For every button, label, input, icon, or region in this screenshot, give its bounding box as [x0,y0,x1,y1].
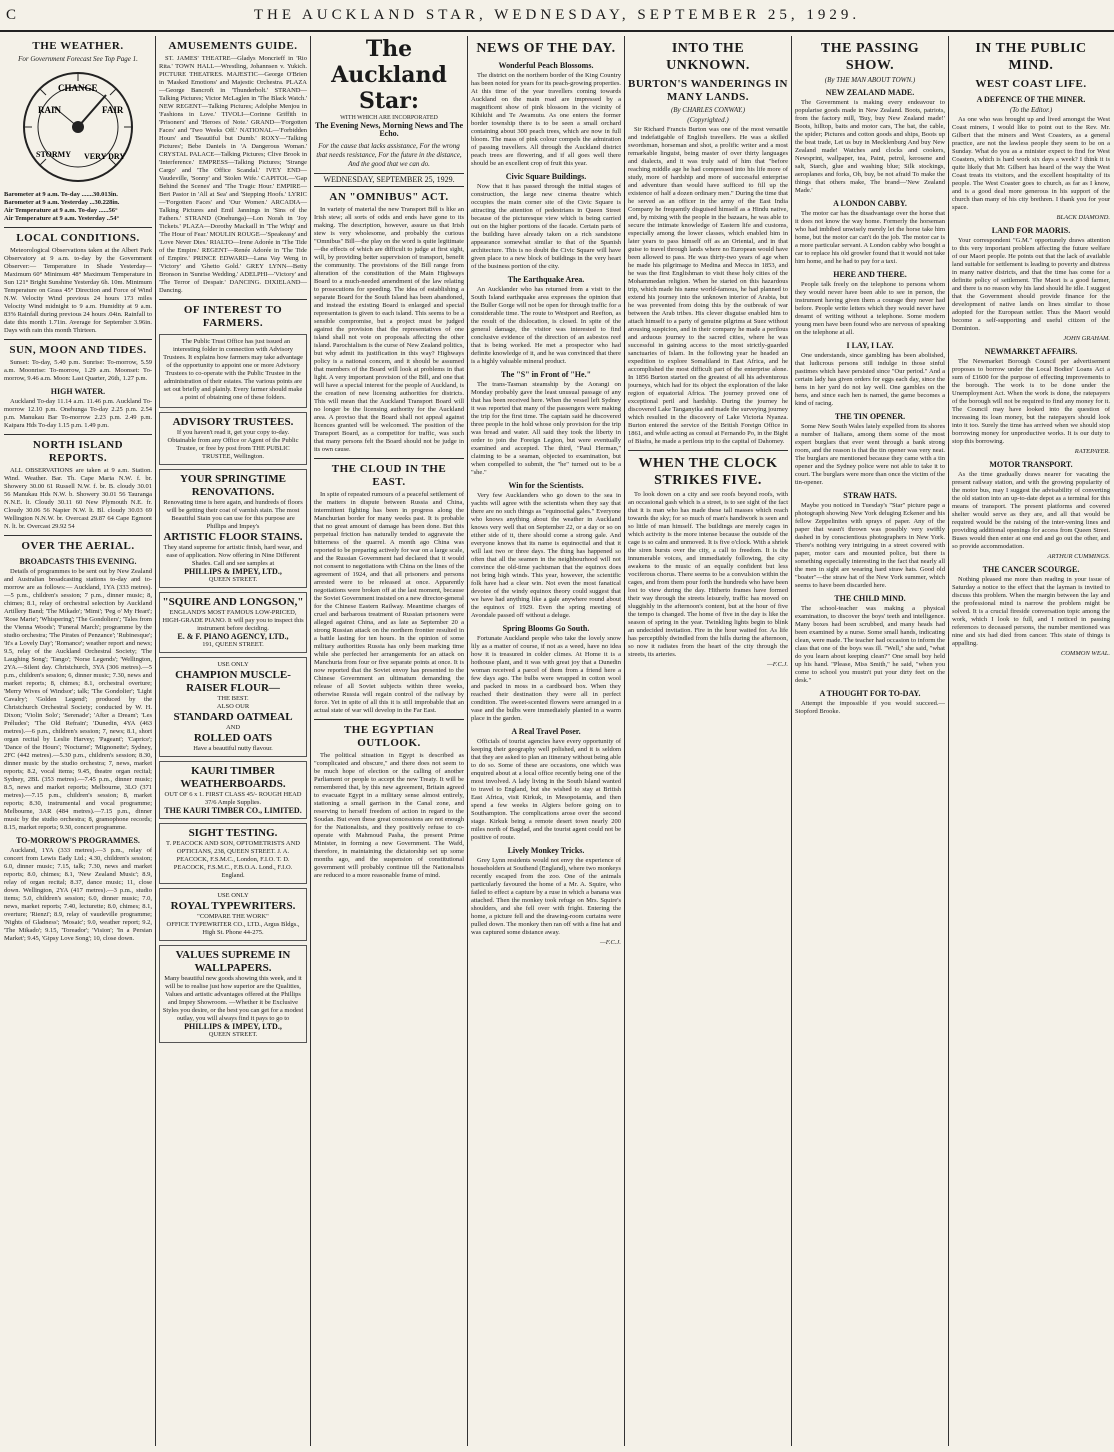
unknown-byline: (By CHARLES CONWAY.) [670,106,746,114]
egypt-text: The political situation in Egypt is described as "complicated and obscure," and there does not seem to be much hope of election or the calling of another Parliament or people to accept the new Treaty. It will be remembered that, by this new agreement, Britain agreed to evacuate Egypt in a military sense almost entirely, stationing a small garrison in the Canal zone, and reserving to herself freedom of action in regard to the Soudan. But even these great concessions are not enough for the Nationalists, and they positively refuse to co-operate with Mahmoud Pasha, the present Prime Minister, in forming a new Government. The Wafd, therefore, in maintaining the dictatorship set up some months ago, and the suspension of constitutional government will probably continue till the Nationalists are reduced to a more reasonable frame of mind. [314,752,464,879]
typewriter-text: OFFICE TYPEWRITER CO., LTD., Argus Bldgs., High St. Phone 44-275. [166,921,300,936]
spring-text: Fortunate Auckland people who take the lovely snow lily as a matter of course, if not as a weed, have no idea how it is treasured in colder climes. At Home it is a hothouse plant, and it was with great joy that a Dunedin woman received a parcel of them from a friend here a few days ago. The bulbs were wrapped in cotton wool and packed in moss in a cardboard box. When they reached their destination they were all in perfect condition. The sweet-scented flowers were arranged in a vase and the bulbs were immediately planted in a warm place in the garden. [471,635,621,722]
masthead [314,36,464,169]
reading-barometer-yesterday: Barometer at 9 a.m. Yesterday ...30.228in. [4,199,120,206]
maori-signature: JOHN GRAHAM. [1063,335,1110,342]
clock-title: WHEN THE CLOCK STRIKES FIVE. [638,456,778,488]
unknown-text: Sir Richard Francis Burton was one of the most versatile and indefatigable of English travellers. He was a skilled swordsman, horseman and shot, a prolific writer and a most remarkable linguist, being master of over thirty languages and dialects, and it was truly said of him that "before reaching middle age he had compressed into his life more of study, more of hardship and more of successful enterprise and adventure than would have sufficed to fill up the existence of half a dozen ordinary men." During the time that he served as an officer in the army of the East India Company he frequently disguised himself as a Hindu native, and, by mixing with the people in the bazaars, he was able to secure the intimate knowledge of Eastern life and customs, especially among the lower classes, which enabled him in later years to pass himself off as an Oriental, and in that guise to travel through lands where no European would have been allowed to pass. He was thirty-two years of age when he made his pilgrimage to Medina and Mecca in 1853, and he was the first Englishman to visit these holy cities of the Mohammedan religion. When he started on this hazardous trip, which made his name world-famous, he had planned to extend his journey into the unknown interior of Arabia, but he was prevented from doing this by the outbreak of war between the Arab tribes. His clever disguise enabled him to attach himself to a party of genuine pilgrims at Suez without arousing suspicion, and in their company he made a perilous and arduous journey to the sacred cities, where he was successful in gaining access to the most strictly-guarded sanctuaries of Islam. In the following year he headed an expedition to explore Somaliland in East Africa, and he accomplished the most difficult part of the enterprise alone. In 1856 Burton started on the greatest of all his adventurous journeys, which had for its object the exploration of the lake region of equatorial Africa. The journey proved one of exceptional peril and hardship. During the journey he discovered Lake Tanganyika and made the surveying journey which resulted in the discovery of Lake Victoria Nyanza. Burton entered the service of the British Foreign Office in 1861, and while acting as consul at Fernando Po, in the Bight of Biafra, he made a perilous trip to the capital of Dahomey. [628,126,788,445]
child-mind-text: The school-teacher was making a physical examination, to discover the boys' teeth and intelligence. Many boxes had been scrubbed, and many heads had been examined by a nurse. Some small hands, indicating clean, were made. The teacher had occasion to inform the class that one of the boys was ill. "Well," she said, "what do you learn about keeping clean?" One small boy held up his hand. "Please, Miss Smith," he said, "when you come to school you mustn't put your dirty feet on the desk." [795,605,945,684]
north-island-title: NORTH ISLAND REPORTS. [32,439,124,464]
oats-text: Have a beautiful nutty flavour. [193,745,273,752]
tomorrow-text: Auckland, 1YA (333 metres).—3 p.m., relay of concert from Lewis Eady Ltd.; 4.30, children's session; 6.0, dinner music; 7.15, talk; 7.30, news and market reports; 8.0, chimes; 8.1, 'New Zealand Music'; 8.9, relay of organ recital; 8.37, dance music; 11, close down. Wellington, 2YA (417 metres).—3 p.m., studio items; 5.0, children's session; 6.0, dinner music; 7.0, news, market reports; 7.40, lecturette; 8.0, chimes; 8.1, overture; 'Rienzi'; 8.9, relay of vaudeville programme; 'Nights of Gladness'; 'Mosaic'; 9.0, weather report; 9.2, 'The Mikado'; 9.15, 'Toreador'; 'Vision'; 'In a Persian Market'; 9.45, 'Gipsy Love Song'; 10, close down. [4,847,152,942]
local-conditions-text: Meteorological Observations taken at the Albert Park Observatory at 9 a.m. to-day by the Government Observer:— Temperature in Shade Yesterday— Maximum 60° Minimum 48° Maximum Temperature in Sun 121° Bright Sunshine Yesterday 6h. 10m. Minimum Temperature on Grass 45° Direction and Force of Wind N.W. Velocity Wind previous 24 hours 173 miles Velocity Wind midnight to 9 a.m. Humidity at 9 a.m. 83% Rainfall during previous 24 hours .04in. Rainfall to date this month 1.71in. Average for September 3.96in. Days with rain this month Thirteen. [4,247,152,334]
aerial-title: OVER THE AERIAL. [21,540,135,552]
piano-ad [159,592,307,653]
newmarket-signature: RATEPAYER. [1074,448,1110,455]
weather-readings [4,191,152,223]
gauge-label-change: CHANGE [58,83,98,93]
peach-text: The district on the northern border of the King Country has been noted for years for its peach-growing properties. At this time of the year travellers coming towards Auckland on the main road are impressed by a magnificent show of pink blossom in the vicinity of Kihikihi and Te Awamutu. As one enters the former border township there is to be seen a small orchard containing about 300 peach trees, which are now in full bloom. The mass of pink colour compels the admiration of passing travellers. All through the Auckland district peach trees are flowering, and if all goes well there should be an excellent crop of fruit this year. [471,72,621,167]
scientists-text: Very few Aucklanders who go down to the sea in yachts will agree with the scientists when they say that there are no such things as "equinoctial gales." Everyone who knows anything about the weather in Auckland knows very well that on September 22, or a day or so on either side of it, there should come a strong gale. And everyone knows that its name is equinoctial and that it will last two or three days. The thing has happened so often that all the seamen in the neighbourhood will not convince the old-time yachtsman that the equinox does not bring high winds. This year, however, the scientific folk have had a clear win. Not even the most fanatical devotee of the windy equinox theory could suggest that we have had anything like a gale anywhere round about the equinox of 1929. Even the spring meeting of Avondale passed off without a deluge. [471,492,621,619]
sight-text: T. PEACOCK AND SON, OPTOMETRISTS AND OPTICIANS, 238, QUEEN STREET. J. A. PEACOCK, F.S.M.C., London, F.I.O. T. D. PEACOCK, F.S.M.C., F.B.O.A. Lond., F.I.O. England. [166,840,300,879]
flour-ad [159,657,307,757]
motor-transport-text: As the time gradually draws nearer for vacating the present railway station, and with the growing popularity of the motor bus, may I suggest the advisability of converting the old station into an up-to-date depot as a terminal for this means of transport. The present platforms and covered shelter would serve as they are, and all that would be required would be the raising of the inter-vening lines and providing additional openings for access from Queen Street. Buses would then enter at one end and go out the other, and so provide accommodation. [952,471,1110,550]
child-mind-title: THE CHILD MIND. [834,594,906,603]
newmarket-title: NEWMARKET AFFAIRS. [984,347,1078,356]
oats-title: ROLLED OATS [193,732,273,744]
civic-text: Now that it has passed through the initial stages of construction, the large new cinema theatre which occupies the main corner site of the Civic Square is attracting the attention of pedestrians in Queen Street because of the picturesque view which is being carried out on the higher portions of the facade. Certain parts of the building have already taken on a rich sandstone appearance somewhat similar to that of the Spanish architecture. This is no doubt the Civic Square will have given place to a new block of buildings in the very heart of the business portion of the city. [471,183,621,270]
advisory-title: ADVISORY TRUSTEES. [172,416,294,428]
cloud-text: In spite of repeated rumours of a peaceful settlement of the matters in dispute between Russia and China, intermittent fighting has been in progress along the Manchurian border for many weeks past. It is probable that no great amount of damage has been done. But this perpetual friction has naturally tended to aggravate the bitterness of the quarrel. A month ago China was reported to be preparing actively for war on a large scale, and the Russian Government had declared that it would not consent to negotiations with China on the lines of the agreement of 1924, and that all prisoners and persons arrested were to be released at once. Apparently negotiations were broken off at the last moment, because the Soviet Government insisted on a new director-general for the Chinese Eastern Railway. Meantime charges of cruel and barbarous treatment of Russian prisoners were alleged against China, and as late as September 20 a strong Russian attack on the northern frontier resulted in a battle lasting for ten hours. In the opinion of some military authorities Russia has only been marking time while she perfected her arrangements for an attack on Manchuria from four or five separate points at once. It is now reported that the Soviet envoy has presented to the Chinese Government an ultimatum demanding the release of all Soviet subjects within three weeks, otherwise Russia will regain control of the railway by force. Yet in spite of all this it is still improbable that an actual state of war will develop in the Far East. [314,491,464,714]
to-editor: (To the Editor.) [1009,106,1053,114]
news-title: NEWS OF THE DAY. [476,41,616,56]
passing-show-title: THE PASSING SHOW. [820,41,920,73]
values-text: Many beautiful new goods showing this week, and it will be to realise just how superior are the Qualities, Values and artistic advantages offered at the Phillips and Impey Showroom. —Whether it be Exclusive Styles you desire, or the best you can get for a modest outlay, you will always find it pays to go to [162,975,304,1022]
sun-moon-title: SUN, MOON AND TIDES. [9,344,147,356]
typewriter-sub: "COMPARE THE WORK" [197,913,269,920]
cabby-title: A LONDON CABBY. [833,199,907,208]
poser-title: A Real Travel Poser. [511,727,581,736]
amusements-title: AMUSEMENTS GUIDE. [168,40,298,52]
gauge-label-very-dry: VERY DRY [84,152,126,161]
unknown-subtitle: BURTON'S WANDERINGS IN MANY LANDS. [628,78,788,103]
tin-opener-text: Some New South Wales lately expelled from its shores a number of Italians, among them some of the most expert burglars that ever went through a bank strong room, and the reason is that the tin opener was very neat. The burglars are mentioned because they came with a tin opener and the Sydney police were not able to take it to court. The burglars were more than once the victim of the tin-opener. [795,423,945,486]
tin-opener-title: THE TIN OPENER. [834,412,906,421]
spring-title: Spring Blooms Go South. [502,624,590,633]
gauge-label-stormy: STORMY [36,150,71,159]
monkey-text: Grey Lynn residents would not envy the experience of householders at Southend (England), where two monkeys recently escaped from the zoo. One of the animals particularly favoured the home of a Mr. A. Squire, who failed to effect a capture by a ruse in which a banana was attached. Then the monkey took refuge on Mrs. Squire's shoulders, and she fell over with fright. Entering the home, a picture fell and the drawing-room curtains were pulled down. The monkey then ran off with a fine hat and was captured some distance away. [471,857,621,936]
farmers-text: The Public Trust Office has just issued an interesting folder in connection with Advisory Trustees. It explains how farmers may take advantage of the opportunity to appoint one or more Advisory Trustees to co-operate with the Public Trustee in the administration of their estates. The various points are set out briefly and plainly. Every farmer should make a point of obtaining one of these folders. [163,338,303,401]
typewriter-use-only: USE ONLY [217,892,249,899]
newmarket-text: The Newmarket Borough Council per advertisement proposes to borrow under the Local Bodies' Loans Act a sum of £1600 for the purpose of effecting improvements to the borough. The work is to be done under the Unemployment Act. When the work is done, the ratepayers of the borough will not be required to find any money for it. The Council may have looked into the question of increasing its loan money, but the ratepayers should look into it too. Surely the time has arrived when we should stop borrowing money for unproductive works. It is our duty to stop this borrowing. [952,358,1110,445]
aerial-sub: BROADCASTS THIS EVENING. [19,557,137,566]
typewriter-ad [159,888,307,941]
column-ads [159,36,307,1446]
cancer-text: Nothing pleased me more than reading in your issue of Saturday a notice to the effect that the layman is invited to discuss this problem. When the margin between the lay and the professional mind is narrow the problem might be solved. It is a crucial fireside conversation topic among the work, which I look to full, and I noticed in passing references to deceased persons, the number mentioned was nine and six had died from cancer. This state of things is appalling. [952,576,1110,647]
peach-title: Wonderful Peach Blossoms. [498,61,594,70]
nz-made-title: NEW ZEALAND MADE. [825,88,915,97]
maori-text: Your correspondent "G.M." opportunely draws attention to this very important problem affecting the future welfare of our Maori people. He points out that the lack of available land suitable for settlement is leading to poverty and distress in many native districts, and that the time has come for a definite policy of settlement. The Maori is a good farmer, and there is no reason why his land should lie idle. I suggest that the Government should provide finance for the development of native lands on lines similar to those adopted for the European settler. Thus the Maori would become a self-supporting and useful citizen of the Dominion. [952,237,1110,332]
stain-text: They stand supreme for artistic finish, hard wear, and ease of application. Now offering in Nine Different Shades. Call and see samples at [163,544,303,567]
omnibus-text: In variety of material the new Transport Bill is like an Irish stew; all sorts of odds and ends have gone to its making. The description, however, assure us that Irish stew is very wholesome, and probably the curious "Omnibus" Bill—the play on the word is quite legitimate—the effects of which are difficult to judge at first sight, will, by providing better supervision of transport, benefit the community. The provisions of the Bill range from alteration of the constitution of the Main Highways Board to a much-needed amendment of the law relating to prosecutions for speeding. The idea of establishing a separate Board for the South Island has been abandoned, and instead the existing Board is enlarged and special representation is given to each island. This seems to be a sensible compromise, but a project must be judged against the provision that the representatives of one island shall not vote on proposals affecting the other island. Parochialism is the curse of New Zealand politics, but why admit its justification in this way? Highways policy is a national concern, and it should be assumed that members of the Board will look at problems in that light. A very important provision of the Bill, and one that will have a special interest for the people of Auckland, is the creation of new licensing authorities for districts. This will mean that the Auckland Transport Board will no longer be the licensing authority for the Auckland area. A proviso that the Board shall not appeal against licences granted will be welcomed. The position of the Transport Board, as a competitor for traffic, was such that many persons felt the Board should not be judge in its own cause. [314,206,464,453]
tomorrow-title: TO-MORROW'S PROGRAMMES. [16,836,140,845]
oatmeal-title: STANDARD OATMEAL [173,711,293,723]
monkey-title: Lively Monkey Tricks. [507,846,585,855]
poser-text: Officials of tourist agencies have every opportunity of keeping their geography well polished, and it is seldom that they are asked to plan an itinerary without being able to do so. Some of these are occasions, one which was enquired about at a local office recently being one of the most involved. A lady living in the South Island wanted to travel to England, but she wished to stay at British East Africa, visit Kirkuk, in Mesopotamia, and then spend a few weeks in Algiers before going on to Southampton. The complications arose over the second stage. Kirkuk being a remote desert town nearly 200 miles north of Bagdad, and the tourist agent could not be positive of route. [471,738,621,841]
straw-hats-text: Maybe you noticed in Tuesday's "Star" picture page a photograph showing New York deluging Eckener and his fellow Zeppelinites with sprays of paper. Any of the paper that wasn't thrown was possibly very swiftly dashed in by conscientious photographers in New York. There's nothing very intriguing in a street covered with paper, motor cars and mounted police, but there is something especially interesting in the fact that nearly all the men in sight are wearing hard straw hats. Good old "boater"—the straw hat of the New York summer, which seems to have been discarded here. [795,502,945,589]
advisory-ad [159,412,307,465]
kauri-text: OUT OF 6 x 1. FIRST CLASS 45/- ROUGH HEAD 37/6 Ample Supplies. [164,791,302,806]
omnibus-title: AN "OMNIBUS" ACT. [329,191,449,203]
barometer-icon [18,67,138,187]
miner-signature: BLACK DIAMOND. [1056,214,1110,221]
cloud-title: THE CLOUD IN THE EAST. [331,463,447,488]
west-coast-title: WEST COAST LIFE. [975,78,1087,90]
wallpaper-ad [159,945,307,1043]
stain-title: ARTISTIC FLOOR STAINS. [163,531,303,543]
thought-title: A THOUGHT FOR TO-DAY. [819,689,921,698]
sun-moon-text: Sunset: To-day, 5.40 p.m. Sunrise: To-morrow, 5.59 a.m. Moonrise: To-morrow, 1.29 a.m. Moonset: To-morrow, 9.46 a.m. Moon: Last Quarter, 26th, 1.27 p.m. [4,359,152,382]
flour-best: THE BEST. [217,695,249,702]
nz-made-text: The Government is making every endeavour to popularise goods made in New Zealand. Boots, patriots, from the factory mill, 'Buy, buy New Zealand made!' Boots, hilltop, baits and motor cars, The bat, the cable, the spider; Pictures and cotton goods and ships, Boots up the beat trade, Let us buy in Mecklenburg And buy New Zealand made! Watches and clocks and cookers, Newsprint, wallpaper, tea, Paint, petrol, kerosene and salt, Starch, glue and washing blue; Silk stockings, aeroplanes and forks, Oh, buy, be not afraid To make the things that others make, The brand—'New Zealand Made.' [795,99,945,194]
kauri-title: KAURI TIMBER WEATHERBOARDS. [180,765,286,790]
oats-and: AND [225,724,241,731]
weather-title: THE WEATHER. [32,40,124,52]
north-island-text: ALL OBSERVATIONS are taken at 9 a.m. Station. Wind. Weather. Bar. Th. Cape Maria N.W. f. br. Showery 30.00 61 Russell N.W. f. br. B. cloudy 30.01 56 Manukau Hds N.W. b. Showery 30.01 56 Tauranga N.N.E. lt. Cloudy 30.11 60 New Plymouth N.E. fr. Cloudy 30.06 56 Napier N.W. lt. Bl. cloudy 30.03 69 Wellington N.N.W. br. Overcast 29.87 64 Cape Egmont N. lt. br. Overcast 29.92 54 [4,467,152,530]
weather-sub: For Government Forecast See Top Page 1. [18,55,138,63]
page-letter: C [6,7,17,23]
typewriter-title: ROYAL TYPEWRITERS. [170,900,296,912]
reading-temp-today: Air Temperature at 9 a.m. To-day ......56° [4,207,118,214]
local-conditions-title: LOCAL CONDITIONS. [16,232,140,244]
masthead-papers: The Evening News, Morning News and The Echo. [314,121,464,138]
gauge-label-rain: RAIN [38,105,62,115]
miner-text: As one who was brought up and lived amongst the West Coast miners, I would like to point out to the Rev. Mr. Gilbert that the miners and West Coasters, as a general practice, are not the lawless people they seem to be on a Sunday. What do you as a minister expect to find for West Coasters, which is hard work six days a week? I think it is quite likely that Mr. Gilbert has heard of the way the West Coast treats its visitors, and the excellent hospitality of its people. The West Coaster goes to church, as far as I know, and is a good deal more generous in his support of the church than many of his city brethren. I thank you for your space. [952,116,1110,211]
farmers-ad [159,334,307,408]
column-unknown [628,36,788,1446]
masthead-title: The Auckland Star: [331,36,447,114]
aerial-text: Details of programmes to be sent out by New Zealand and Australian broadcasting stations to-day and to-morrow are as follows:— Auckland, 1YA (333 metres).—5 p.m., children's session; 7 p.m., dinner music; 8, chimes; 8.1, relay of orchestral selection by Auckland Artillery Band; 'The Mikado'; 'Mimi'; 'Peg o' My Heart'; 'Rose Marie'; 'Whispering'; 'The Gondoliers'; 'Tales from the Vienna Woods'; 'Funeral March'; programme by the studio orchestra; 'The Pirates of Penzance'; 'Rubinesque'; 'It's a Lovely Day'; 'Romance'; weather report and news; 9.5, relay of the Auckland Orchestral Society; 'The Laughing Song'; 'Tango'; 'Norse Legends'; 'Wellington, 2YA.—Silent day. Christchurch, 3YA (306 metres).—5 p.m., children's session; 6, dinner music; 7.30, news and market reports; 8, chimes; 8.1, orchestral overture; 'Merry Wives of Windsor'; talk; 'The Gondolier'; 'Light Cavalry'; 'Golden Legend'; produced by the Christchurch Orchestral Society; conducted by W. H. Dixon; 'Violin Solo'; 'Serenade'; 'After a Dream'; 'Les Préludes'; 'The Old Refrain'; 'Dunedin, 4YA (463 metres).—6 p.m., children's session; 7, news; 8.1, short organ recital by Leslie Harvey; 'Pageant'; 'Caprice'; 'Dance of the Hours'; 'Nocturne'; 'Mignonette'; Sydney, 2FC (442 metres).—5.30 p.m., children's session; 8.30, dinner music by the studio orchestra; 7, news, market reports; 8.2, vocal items; 9.45, theatre organ recital; Sydney, 2BL (353 metres).—7.45 p.m., dinner music; 8.5, news and market reports; Melbourne, 3LO (371 metres).—7.15 p.m., children's session; 8, market reports; 8.30, instrumental and vocal programme; Melbourne, 3AR (484 metres).—7.15 p.m., dinner music by the studio orchestra; 8, gramophone records; 8.15, market reports; 9.30, concert programme. [4,568,152,831]
phillips-address-2: QUEEN STREET. [208,1031,258,1038]
miner-title: A DEFENCE OF THE MINER. [976,95,1086,104]
unknown-title: INTO THE UNKNOWN. [666,41,750,73]
passing-show-byline: (By THE MAN ABOUT TOWN.) [824,76,916,84]
values-title: VALUES SUPREME IN WALLPAPERS. [175,949,291,974]
sight-title: SIGHT TESTING. [188,827,278,839]
oatmeal-also: ALSO OUR [216,703,250,710]
phillips-name-2: PHILLIPS & IMPEY, LTD., [184,1022,282,1031]
straw-hats-title: STRAW HATS. [843,491,897,500]
column-passing-show [795,36,945,1446]
egypt-title: THE EGYPTIAN OUTLOOK. [343,724,435,749]
column-editorial [314,36,464,1446]
piano-address: 191, QUEEN STREET. [202,641,264,648]
clock-signature: —F.C.J. [766,661,788,668]
column-weather [4,36,152,1446]
masthead-motto: For the cause that lacks assistance, For the wrong that needs resistance, For the future in the distance, And the good that we can do. [316,142,462,168]
kauri-company: THE KAURI TIMBER CO., LIMITED. [164,806,302,815]
motor-car-text: The motor car has the disadvantage over the horse that it does not know the way home. Formerly the horseman who had imbibed unwisely merely let the horse take him home, but the motor car can't do the job. The motor car is a more particular servant. A London cabby who bought a car to replace his old growler found that it would not take him home, and he had to pay for a taxi. [795,210,945,265]
farmers-title: OF INTEREST TO FARMERS. [183,304,283,329]
kauri-ad [159,761,307,819]
column-news [471,36,621,1446]
flour-title: CHAMPION MUSCLE-RAISER FLOUR— [175,669,291,694]
unknown-copyright: (Copyrighted.) [687,116,729,124]
barometer-gauge [18,67,138,187]
renovations-text: Renovating time is here again, and hundreds of floors will be getting their coat of varnish stain. The most Beautiful Stain you can use for this purpose are Phillips and Impey's [163,499,303,530]
cancer-signature: COMMON WEAL. [1060,650,1110,657]
reading-barometer-today: Barometer at 9 a.m. To-day .......30.013in. [4,191,118,198]
lay-text: One understands, since gambling has been abolished, that ludicrous persons still indulge in those sinful pastimes which have persisted since "Our period." And a certain lady has given orders for eggs each day, since the hens in her yard do not lay well. One gambles on the hens, and since each hen is named, the game becomes a kind of racing. [795,352,945,407]
page-header [0,0,1114,32]
lay-title: I LAY, I LAY. [846,341,894,350]
ship-text: The trans-Tasman steamship by the Aorangi on Monday probably gave the least unusual passage of any that has been received here. When the vessel left Sydney it was reported that many of the passengers were making the trip for the first time. The captain said he discovered three people in the hold whose only provision for the trip was bread and water. All said they took the liberty in order to join the Foreign Legion, but were eventually examined and accepted. The third, "Paul Herman," claiming to be a seaman, objected to examination, but when compelled to submit, the "he" turned out to be a "she." [471,381,621,476]
monkey-signature: —F.C.J. [599,939,621,946]
squire-text: ENGLAND'S MOST FAMOUS LOW-PRICED, HIGH-GRADE PIANO. It will pay you to inspect this instrument before deciding. [162,609,304,632]
renovations-ad [159,469,307,588]
scientists-title: Win for the Scientists. [508,481,584,490]
editorial-dateline: WEDNESDAY, SEPTEMBER 25, 1929. [314,173,464,187]
column-public-mind [952,36,1110,1446]
ship-title: The "S" in Front of "He." [500,370,592,379]
civic-title: Civic Square Buildings. [505,172,587,181]
advisory-text: If you haven't read it, get your copy to-day. Obtainable from any Office or Agent of the Public Trustee, or free by post from THE PUBLIC TRUSTEE, Wellington. [167,429,299,460]
flour-use-only: USE ONLY [217,661,249,668]
high-water-text: Auckland To-day 11.14 a.m. 11.46 p.m. Auckland To-morrow 12.10 p.m. Onehunga To-day 2.25 p.m. 2.54 p.m. Manukau Bar To-morrow 2.23 p.m. 2.49 p.m. Kaipara Hds To-day 1.15 p.m. 1.49 p.m. [4,398,152,429]
squire-title: "SQUIRE AND LONGSON," [162,596,304,608]
amusements-text: ST. JAMES' THEATRE—Gladys Moncrieff in 'Rio Rita.' TOWN HALL—Wrestling, Johannsen v. Yukich. PICTURE THEATRES. MAJESTIC—George O'Brien in 'Masked Emotions' and Majestic Orchestra. PLAZA—George Bancroft in 'Thunderbolt.' STRAND—Talking Pictures; Victor McLaglen in 'The Black Watch.' NEW REGENT—Talking Pictures; Adolphe Menjou in 'Fashions in Love.' TIVOLI—Corinne Griffith in 'Prisoners' and 'Heroes of Note.' GRAND—'Forgotten Faces' and 'Two Weeks Off.' NATIONAL—'Forbidden Hours' and 'Beautiful but Dumb.' ROXY—'Talking Pictures'; Bebe Daniels in 'A Dangerous Woman.' CRYSTAL PALACE—Talking Pictures; Clive Brook in 'Interference.' EMPRESS—Talking Pictures; 'Strange Cargo' and 'The Office Scandal.' IVEY END—Vaudeville, 'Sonny' and 'Stolen Wife.' CAPITOL—'Gap Behind the Scenes' and 'The Tragic Hour.' EMPIRE—Bert Pastor in 'All at Sea' and 'Stepping Hoofs.' LYRIC—'Forgotten Faces' and 'Our Women.' ARCADIA—Talking Pictures and Emil Jannings in 'Sins of the Fathers.' STRAND (Onehunga)—Lon Norah in 'Joy Tickets.' PLAZA—Dorothy Mackaill in 'The Whip' and 'The Hour of Fear.' MOULIN ROUGE—'Speakeasy' and 'Love Never Dies.' RIALTO—Irene Adorée in 'The Tide of the Empire.' REGENT—Renée Adorée in 'The Tide of Empire.' PRINCE EDWARD—Lana Vay Weng in 'Victory' and 'Ghetto Gold.' GREY LYNN—Betty Bronson in 'Sunrise Wedding.' ADELPHI—'Victory' and 'The Terror of Despair.' DANCING. DIXIELAND—Dancing. [159,55,307,294]
page-header-title: THE AUCKLAND STAR, WEDNESDAY, SEPTEMBER 25, 1929. [253,7,861,23]
reading-temp-yesterday: Air Temperature at 9 a.m. Yesterday ..54° [4,215,120,222]
quake-title: The Earthquake Area. [507,275,585,284]
here-there-title: HERE AND THERE. [833,270,907,279]
phillips-address: QUEEN STREET. [208,576,258,583]
quake-text: An Aucklander who has returned from a visit to the South Island earthquake area expresses the opinion that the Buller Gorge will not be open for through traffic for a considerable time. The route to Westport and Reefton, as the result of the dislocation, is closed. In spite of the general damage, the visitor was interested to find conclusive evidence of the direction of an asbestos reef that is being worked. He met a prospector who had definite knowledge of it, and he was convinced that there is a highly valuable mineral product. [471,286,621,365]
clock-text: To look down on a city and see roofs beyond roofs, with an occasional gash which is a street, is to see sight of the fact that it is man who has made these tall masses which reach towards the sky; for so much of man's handiwork is seen and so little of man himself. The buildings are merely cages in which activity is the more intense because the outside of the cage is so calm and unmoved. It is five o'clock. With a shriek the siren bursts over the city, a call to freedom. It is the innumerable voices, and immediately following, the city awakens to the music of an equally confident but less vociferous chorus. There seems to be a convulsion within the cages, and from them pour forth the hundreds who have been lost to view during the day. Hitherto frames have formed their way through the streets leisurely, traffic has moved on sluggishly in the afternoon's content, but at the hour of five the tempo is changed. The home of five in the day is like the season of spring in the year. Twinkling lights begin to blink an undecided invitation. Fire in the hour waited for. As life has perceptibly dwindled from the hills during the afternoon, so now it radiates from the heart of the city through the streets, its arteries. [628,491,788,658]
piano-company: E. & F. PIANO AGENCY, LTD., [177,632,289,641]
sight-testing-ad [159,823,307,884]
masthead-sub: WITH WHICH ARE INCORPORATED [340,115,438,121]
renovations-title: YOUR SPRINGTIME RENOVATIONS. [179,473,287,498]
phillips-name: PHILLIPS & IMPEY, LTD., [184,567,282,576]
thought-text: Attempt the impossible if you would succeed.—Stopford Brooke. [795,700,945,715]
here-there-text: People talk freely on the telephone to persons whom they would never have been able to see in person, the instrument having given them a courage they never had before. People write letters which they would never have dreamt of writing without a telephone. Some modern young men have been found who are nervous of speaking on the telephone at all. [795,281,945,336]
motor-transport-signature: ARTHUR CUMMINGS. [1047,553,1110,560]
gauge-label-fair: FAIR [102,105,124,115]
maori-title: LAND FOR MAORIS. [991,226,1071,235]
high-water-title: HIGH WATER. [50,387,106,396]
motor-transport-title: MOTOR TRANSPORT. [989,460,1073,469]
public-mind-title: IN THE PUBLIC MIND. [975,41,1087,73]
cancer-title: THE CANCER SCOURGE. [982,565,1080,574]
